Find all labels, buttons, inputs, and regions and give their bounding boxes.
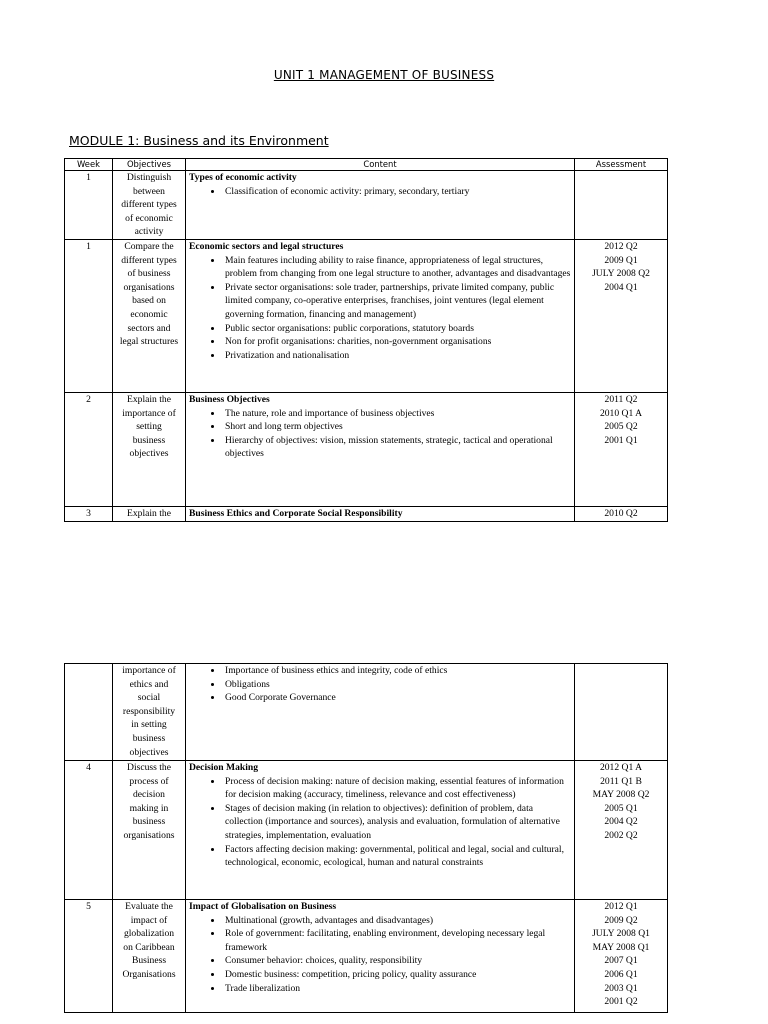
objective-cell: Compare the different types of business organisations based on economic sectors and legal structures bbox=[113, 239, 186, 392]
header-objectives: Objectives bbox=[113, 159, 186, 171]
document-title: UNIT 1 MANAGEMENT OF BUSINESS bbox=[273, 68, 495, 82]
objective-cell: Distinguish between different types of economic activity bbox=[113, 171, 186, 240]
assessment-item: 2007 Q1 bbox=[604, 955, 638, 967]
table-row bbox=[65, 506, 668, 521]
table-row bbox=[65, 392, 668, 506]
content-bullet: • Non for profit organisations: charities, non-government organisations bbox=[223, 335, 571, 349]
content-bullet-list bbox=[189, 407, 571, 461]
week-cell: 2 bbox=[65, 392, 113, 506]
content-bullet-list bbox=[189, 775, 571, 870]
week-cell: 1 bbox=[65, 239, 113, 392]
assessment-cell bbox=[575, 900, 668, 1013]
week-cell: 5 bbox=[65, 900, 113, 1013]
assessment-item: MAY 2008 Q1 bbox=[592, 941, 650, 953]
syllabus-table-1 bbox=[64, 158, 668, 522]
table-row bbox=[65, 171, 668, 240]
assessment-item: 2005 Q2 bbox=[604, 421, 638, 433]
content-bullet: • Consumer behavior: choices, quality, responsibility bbox=[223, 954, 571, 968]
table-row bbox=[65, 239, 668, 392]
assessment-item: 2004 Q2 bbox=[604, 816, 638, 828]
content-bullet-list bbox=[189, 185, 571, 199]
content-bullet-list bbox=[189, 664, 571, 705]
table-row bbox=[65, 664, 668, 761]
content-bullet: • Classification of economic activity: primary, secondary, tertiary bbox=[223, 185, 571, 199]
assessment-item: JULY 2008 Q2 bbox=[592, 268, 650, 280]
week-cell: 4 bbox=[65, 761, 113, 900]
header-content: Content bbox=[186, 159, 575, 171]
table-body-2 bbox=[65, 664, 668, 1013]
week-cell: 1 bbox=[65, 171, 113, 240]
content-cell bbox=[186, 392, 575, 506]
syllabus-table-2 bbox=[64, 663, 668, 1013]
assessment-cell bbox=[575, 171, 668, 240]
content-cell bbox=[186, 171, 575, 240]
table-body-1 bbox=[65, 171, 668, 522]
assessment-item: 2009 Q2 bbox=[604, 914, 638, 926]
content-bullet: • Privatization and nationalisation bbox=[223, 349, 571, 363]
content-heading: Business Ethics and Corporate Social Responsibility bbox=[189, 507, 403, 519]
week-cell: 3 bbox=[65, 506, 113, 521]
content-bullet: • Private sector organisations: sole trader, partnerships, private limited company, public limited company, co-operative enterprises, franchises, joint ventures (legal element governing formation, financing and management) bbox=[223, 281, 571, 322]
content-bullet: • Main features including ability to raise finance, appropriateness of legal structures, problem from changing from one legal structure to another, advantages and disadvantages bbox=[223, 254, 571, 281]
content-bullet: • The nature, role and importance of business objectives bbox=[223, 407, 571, 421]
assessment-item: 2012 Q1 A bbox=[599, 762, 643, 773]
content-bullet: • Good Corporate Governance bbox=[223, 691, 571, 705]
content-heading: Economic sectors and legal structures bbox=[189, 240, 344, 252]
content-bullet: • Role of government: facilitating, enabling environment, developing necessary legal framework bbox=[223, 927, 571, 954]
objective-cell: Explain the importance of setting business objectives bbox=[113, 392, 186, 506]
assessment-item: 2005 Q1 bbox=[604, 802, 638, 814]
table-row bbox=[65, 900, 668, 1013]
assessment-item: 2010 Q2 bbox=[604, 507, 638, 519]
assessment-item: 2002 Q2 bbox=[604, 829, 638, 841]
assessment-cell bbox=[575, 506, 668, 521]
assessment-cell bbox=[575, 664, 668, 761]
table-row bbox=[65, 761, 668, 900]
objective-cell: Discuss the process of decision making in business organisations bbox=[113, 761, 186, 900]
assessment-item: 2011 Q2 bbox=[604, 393, 638, 405]
assessment-item: 2003 Q1 bbox=[604, 982, 638, 994]
content-bullet: • Short and long term objectives bbox=[223, 420, 571, 434]
content-bullet: • Multinational (growth, advantages and disadvantages) bbox=[223, 914, 571, 928]
content-bullet: • Hierarchy of objectives: vision, mission statements, strategic, tactical and operational objectives bbox=[223, 434, 571, 461]
assessment-item: 2010 Q1 A bbox=[599, 407, 643, 419]
table-header-row bbox=[65, 159, 668, 171]
assessment-item: 2006 Q1 bbox=[604, 968, 638, 980]
content-cell bbox=[186, 900, 575, 1013]
content-bullet: • Domestic business: competition, pricing policy, quality assurance bbox=[223, 968, 571, 982]
content-cell bbox=[186, 664, 575, 761]
content-cell bbox=[186, 761, 575, 900]
content-bullet: • Factors affecting decision making: governmental, political and legal, social and cultural, technological, economic, ecological, human and natural constraints bbox=[223, 843, 571, 870]
assessment-cell bbox=[575, 761, 668, 900]
content-heading: Decision Making bbox=[189, 762, 259, 773]
content-bullet-list bbox=[189, 914, 571, 996]
assessment-item: MAY 2008 Q2 bbox=[592, 789, 650, 801]
assessment-cell bbox=[575, 239, 668, 392]
content-heading: Types of economic activity bbox=[189, 172, 297, 183]
objective-cell: Explain the bbox=[113, 506, 186, 521]
content-bullet: • Process of decision making: nature of decision making, essential features of information for decision making (accuracy, timeliness, relevance and cost effectiveness) bbox=[223, 775, 571, 802]
objective-cell: importance of ethics and social responsibility in setting business objectives bbox=[113, 664, 186, 761]
assessment-item: 2004 Q1 bbox=[604, 281, 638, 293]
assessment-item: 2012 Q2 bbox=[604, 240, 638, 252]
assessment-cell bbox=[575, 392, 668, 506]
assessment-item: 2001 Q2 bbox=[604, 996, 638, 1008]
assessment-item: 2012 Q1 bbox=[604, 901, 638, 912]
content-heading: Impact of Globalisation on Business bbox=[189, 901, 337, 912]
content-cell bbox=[186, 239, 575, 392]
content-bullet: • Public sector organisations: public corporations, statutory boards bbox=[223, 322, 571, 336]
header-week: Week bbox=[65, 159, 113, 171]
content-bullet: • Trade liberalization bbox=[223, 982, 571, 996]
objective-cell: Evaluate the impact of globalization on Caribbean Business Organisations bbox=[113, 900, 186, 1013]
content-heading: Business Objectives bbox=[189, 393, 270, 405]
assessment-item: 2001 Q1 bbox=[604, 434, 638, 446]
content-bullet-list bbox=[189, 254, 571, 363]
assessment-item: 2009 Q1 bbox=[604, 254, 638, 266]
content-cell bbox=[186, 506, 575, 521]
week-cell bbox=[65, 664, 113, 761]
assessment-item: 2011 Q1 B bbox=[600, 775, 642, 787]
module-title: MODULE 1: Business and its Environment bbox=[69, 133, 329, 148]
content-bullet: • Importance of business ethics and integrity, code of ethics bbox=[223, 664, 571, 678]
header-assessment: Assessment bbox=[575, 159, 668, 171]
assessment-item: JULY 2008 Q1 bbox=[592, 928, 650, 940]
content-bullet: • Obligations bbox=[223, 678, 571, 692]
content-bullet: • Stages of decision making (in relation to objectives): definition of problem, data collection (importance and sources), analysis and evaluation, formulation of alternative strategies, implementation, evaluation bbox=[223, 802, 571, 843]
